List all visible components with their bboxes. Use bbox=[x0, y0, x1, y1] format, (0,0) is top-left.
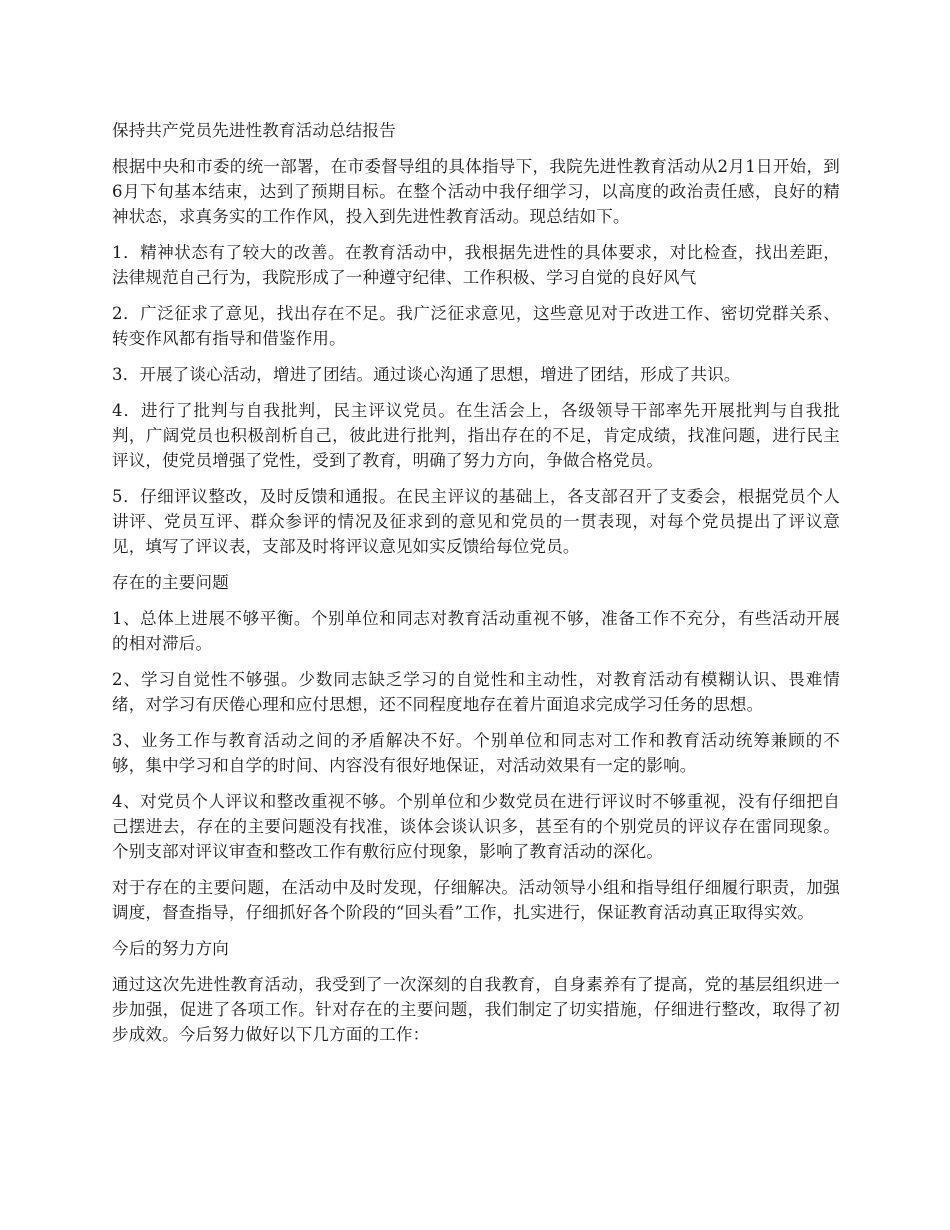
problem-item-3: 3、业务工作与教育活动之间的矛盾解决不好。个别单位和同志对工作和教育活动统筹兼顾的不够，集中学习和自学的时间、内容没有很好地保证，对活动效果有一定的影响。 bbox=[112, 731, 840, 775]
problem-item-4: 4、对党员个人评议和整改重视不够。个别单位和少数党员在进行评议时不够重视，没有仔细把自己摆进去，存在的主要问题没有找准，谈体会谈认识多，甚至有的个别党员的评议存在雷同现象。个别支部对评议审查和整改工作有敷衍应付现象，影响了教育活动的深化。 bbox=[112, 792, 840, 861]
intro-paragraph: 根据中央和市委的统一部署，在市委督导组的具体指导下，我院先进性教育活动从2月1日开始，到6月下旬基本结束，达到了预期目标。在整个活动中我仔细学习，以高度的政治责任感，良好的精神状态，求真务实的工作作风，投入到先进性教育活动。现总结如下。 bbox=[112, 157, 840, 226]
problem-item-2: 2、学习自觉性不够强。少数同志缺乏学习的自觉性和主动性，对教育活动有模糊认识、畏难情绪，对学习有厌倦心理和应付思想，还不同程度地存在着片面追求完成学习任务的思想。 bbox=[112, 670, 840, 714]
achievement-item-5: 5．仔细评议整改，及时反馈和通报。在民主评议的基础上，各支部召开了支委会，根据党员个人讲评、党员互评、群众参评的情况及征求到的意见和党员的一贯表现，对每个党员提出了评议意见，填写了评议表，支部及时将评议意见如实反馈给每位党员。 bbox=[112, 487, 840, 556]
achievement-item-3: 3．开展了谈心活动，增进了团结。通过谈心沟通了思想，增进了团结，形成了共识。 bbox=[112, 365, 741, 384]
achievement-item-4: 4．进行了批判与自我批判，民主评议党员。在生活会上，各级领导干部率先开展批判与自我批判，广阔党员也积极剖析自己，彼此进行批判，指出存在的不足，肯定成绩，找准问题，进行民主评议，使党员增强了党性，受到了教育，明确了努力方向，争做合格党员。 bbox=[112, 401, 840, 470]
achievement-item-1: 1．精神状态有了较大的改善。在教育活动中，我根据先进性的具体要求，对比检查，找出差距，法律规范自己行为，我院形成了一种遵守纪律、工作积极、学习自觉的良好风气 bbox=[112, 243, 840, 287]
problems-heading: 存在的主要问题 bbox=[112, 573, 229, 592]
achievement-item-2: 2．广泛征求了意见，找出存在不足。我广泛征求意见，这些意见对于改进工作、密切党群关系、转变作风都有指导和借鉴作用。 bbox=[112, 304, 840, 348]
document-title: 保持共产党员先进性教育活动总结报告 bbox=[112, 121, 396, 140]
future-heading: 今后的努力方向 bbox=[112, 939, 229, 958]
future-paragraph: 通过这次先进性教育活动，我受到了一次深刻的自我教育，自身素养有了提高，党的基层组织进一步加强，促进了各项工作。针对存在的主要问题，我们制定了切实措施，仔细进行整改，取得了初步成效。今后努力做好以下几方面的工作： bbox=[112, 975, 840, 1044]
problem-item-1: 1、总体上进展不够平衡。个别单位和同志对教育活动重视不够，准备工作不充分，有些活动开展的相对滞后。 bbox=[112, 609, 840, 653]
document-body bbox=[112, 118, 840, 1058]
problems-response-paragraph: 对于存在的主要问题，在活动中及时发现，仔细解决。活动领导小组和指导组仔细履行职责，加强调度，督查指导，仔细抓好各个阶段的“回头看”工作，扎实进行，保证教育活动真正取得实效。 bbox=[112, 878, 840, 922]
